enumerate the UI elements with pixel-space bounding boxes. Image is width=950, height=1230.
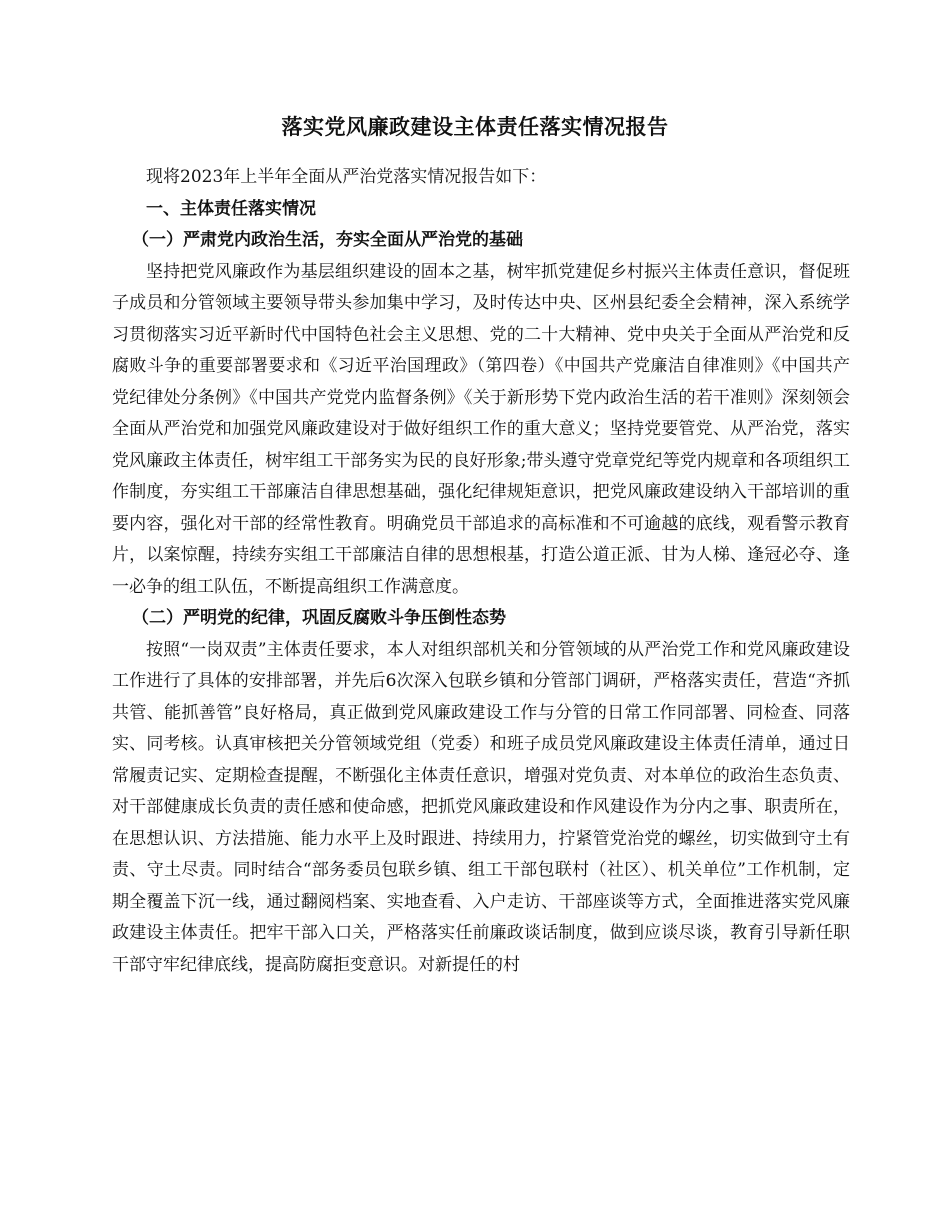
section-heading-1: 一、主体责任落实情况	[146, 198, 316, 219]
document-body	[112, 162, 850, 981]
subsection-heading-1: （一）严肃党内政治生活，夯实全面从严治党的基础	[132, 230, 523, 250]
intro-paragraph: 现将2023年上半年全面从严治党落实情况报告如下：	[146, 167, 547, 187]
body-paragraph-2: 按照“一岗双责”主体责任要求，本人对组织部机关和分管领域的从严治党工作和党风廉政建设工作进行了具体的安排部署，并先后6次深入包联乡镇和分管部门调研，严格落实责任，营造“齐抓共管、能抓善管”良好格局，真正做到党风廉政建设工作与分管的日常工作同部署、同检查、同落实、同考核。认真审核把关分管领域党组（党委）和班子成员党风廉政建设主体责任清单，通过日常履责记实、定期检查提醒，不断强化主体责任意识，增强对党负责、对本单位的政治生态负责、对干部健康成长负责的责任感和使命感，把抓党风廉政建设和作风建设作为分内之事、职责所在，在思想认识、方法措施、能力水平上及时跟进、持续用力，拧紧管党治党的螺丝，切实做到守土有责、守土尽责。同时结合“部务委员包联乡镇、组工干部包联村（社区）、机关单位”工作机制，定期全覆盖下沉一线，通过翻阅档案、实地查看、入户走访、干部座谈等方式，全面推进落实党风廉政建设主体责任。把牢干部入口关，严格落实任前廉政谈话制度，做到应谈尽谈，教育引导新任职干部守牢纪律底线，提高防腐拒变意识。对新提任的村	[112, 639, 850, 975]
document-title: 落实党风廉政建设主体责任落实情况报告	[281, 115, 669, 139]
body-paragraph-1: 坚持把党风廉政作为基层组织建设的固本之基，树牢抓党建促乡村振兴主体责任意识，督促班子成员和分管领域主要领导带头参加集中学习，及时传达中央、区州县纪委全会精神，深入系统学习贯彻落实习近平新时代中国特色社会主义思想、党的二十大精神、党中央关于全面从严治党和反腐败斗争的重要部署要求和《习近平治国理政》（第四卷）《中国共产党廉洁自律准则》《中国共产党纪律处分条例》《中国共产党党内监督条例》《关于新形势下党内政治生活的若干准则》深刻领会全面从严治党和加强党风廉政建设对于做好组织工作的重大意义；坚持党要管党、从严治党，落实党风廉政主体责任，树牢组工干部务实为民的良好形象;带头遵守党章党纪等党内规章和各项组织工作制度，夯实组工干部廉洁自律思想基础，强化纪律规矩意识，把党风廉政建设纳入干部培训的重要内容，强化对干部的经常性教育。明确党员干部追求的高标准和不可逾越的底线，观看警示教育片，以案惊醒，持续夯实组工干部廉洁自律的思想根基，打造公道正派、甘为人梯、逢冠必夺、逢一必争的组工队伍，不断提高组织工作满意度。	[112, 261, 850, 597]
subsection-heading-2: （二）严明党的纪律，巩固反腐败斗争压倒性态势	[132, 608, 506, 628]
